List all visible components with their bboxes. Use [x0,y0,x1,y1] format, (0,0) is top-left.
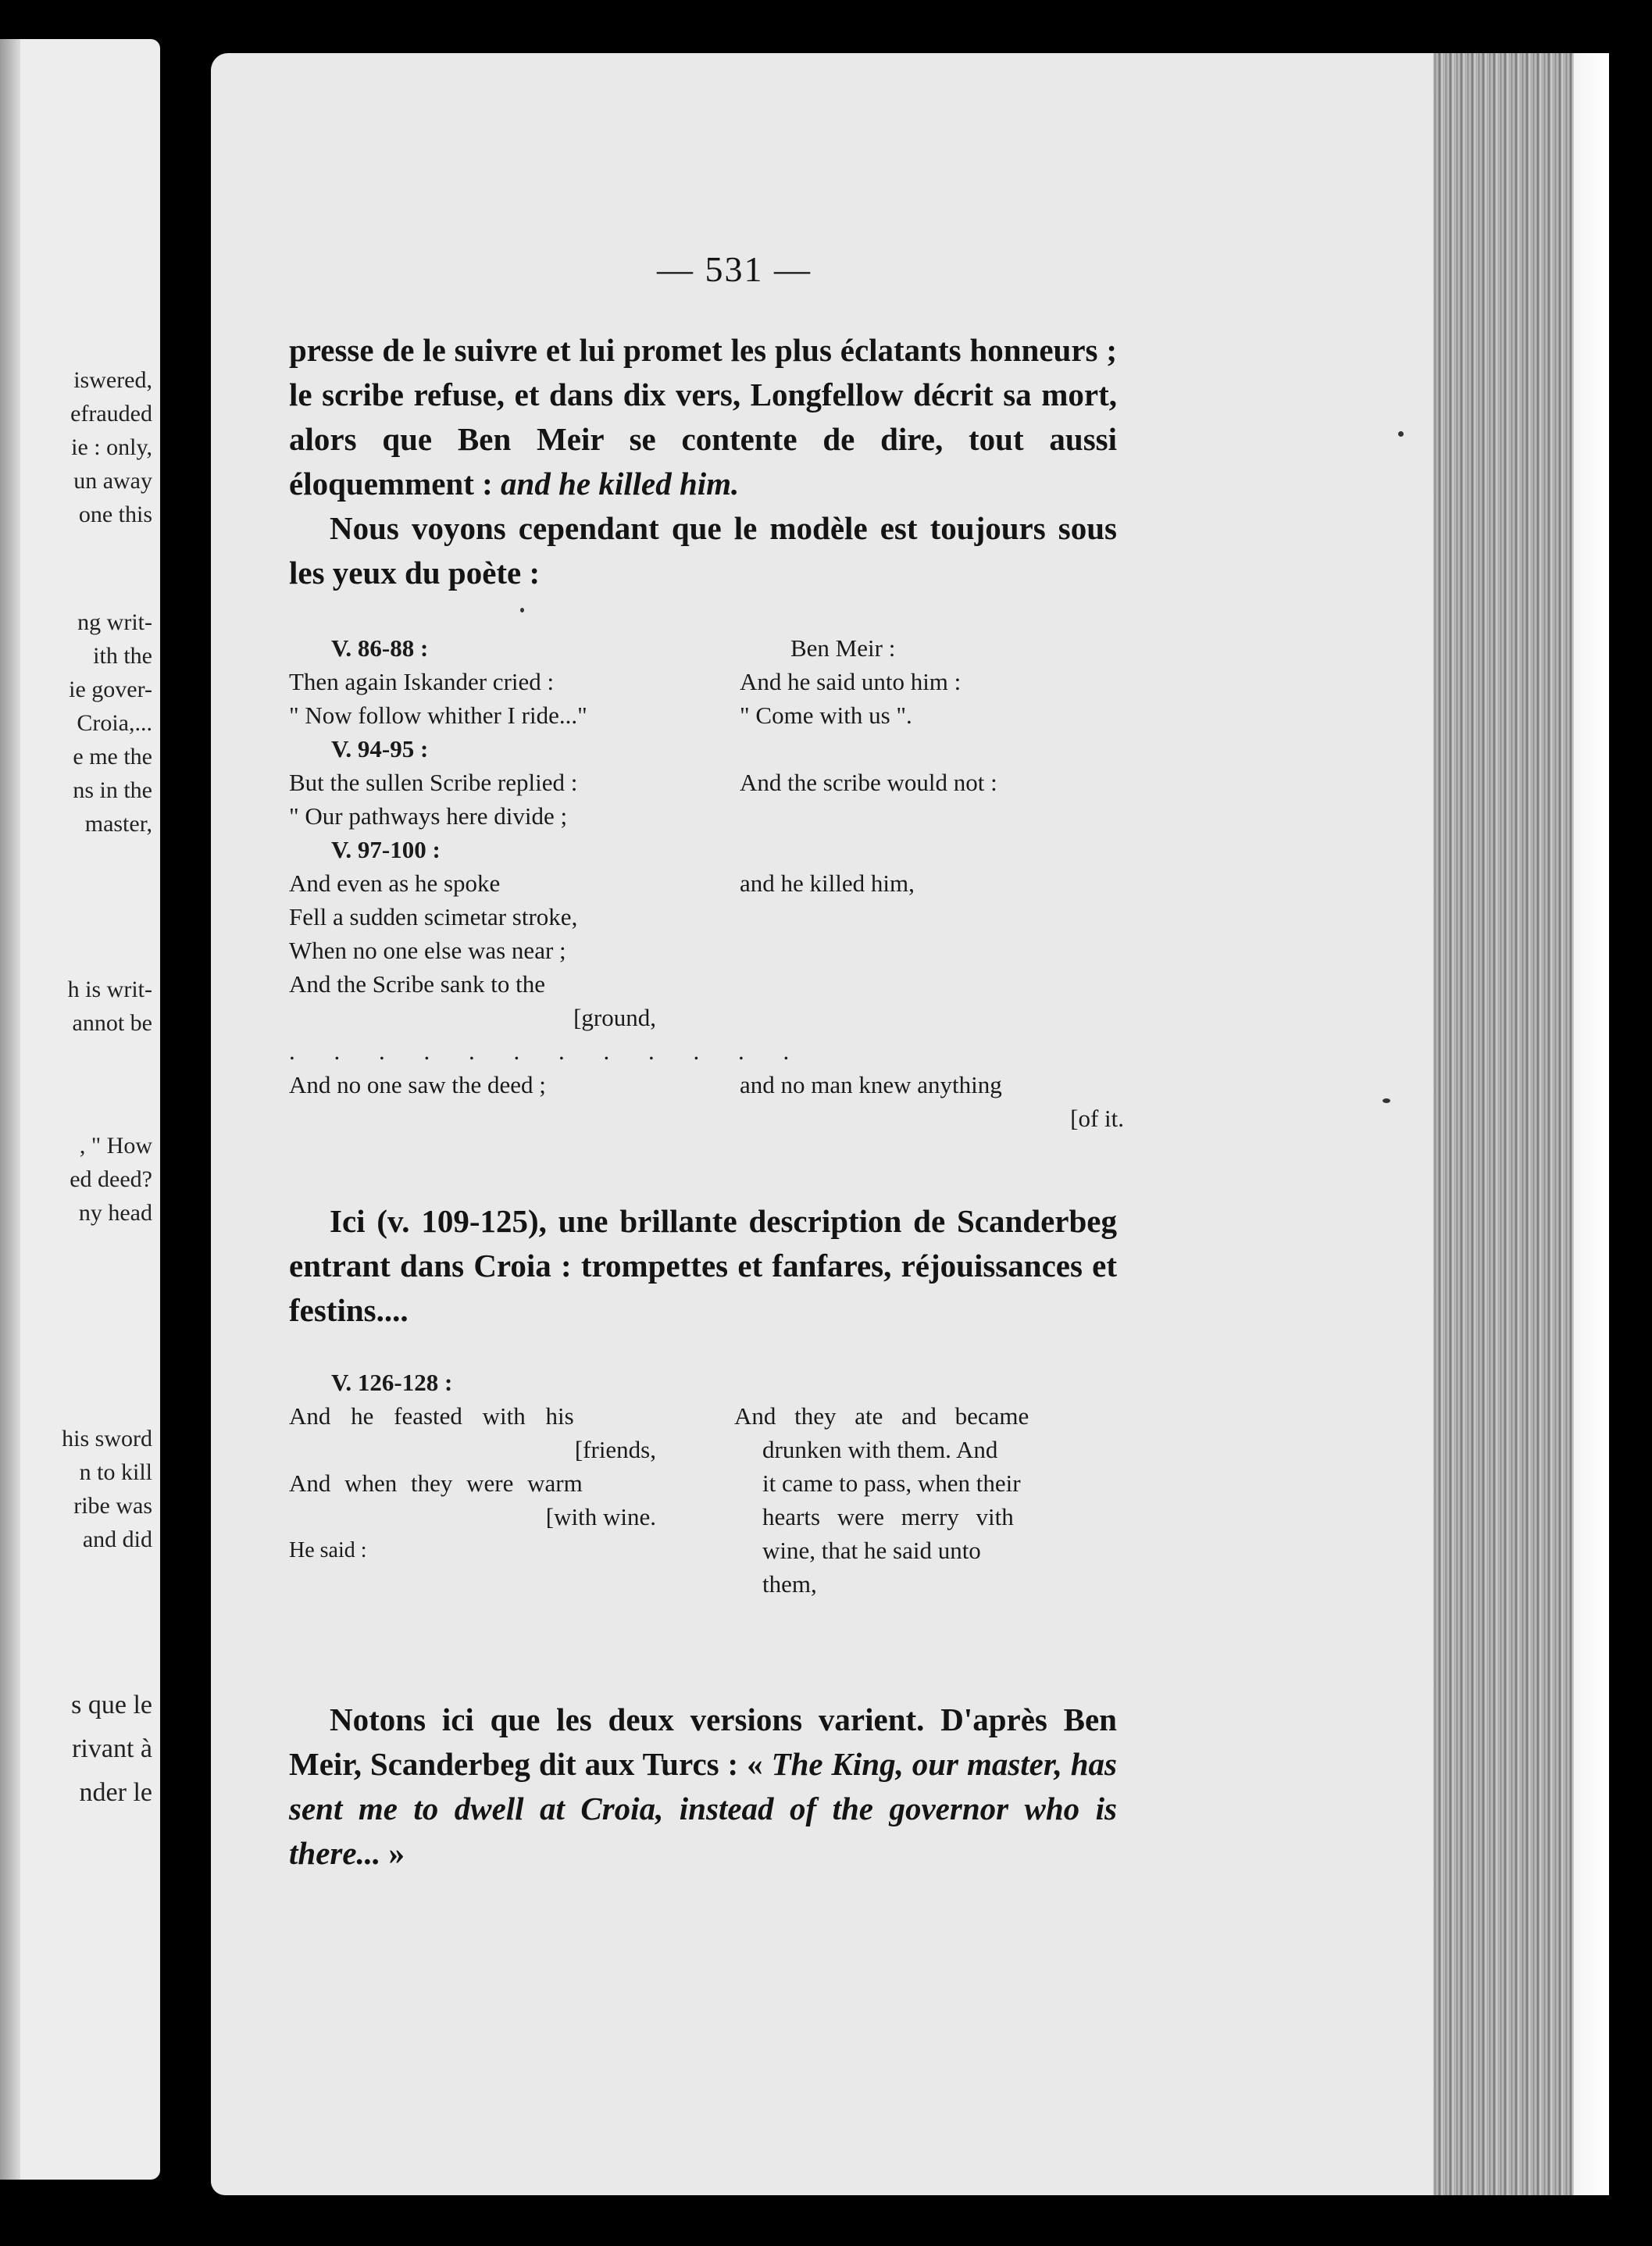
prose-line-continuation: [of it. [1070,1105,1124,1132]
left-fragment: n to kill [79,1459,152,1485]
elision-dots: . . . . . . . . . . . . [289,1037,806,1065]
book-page [211,53,1609,2195]
left-fragment: master, [84,811,152,837]
verse-line: He said : [289,1538,367,1562]
paragraph [289,1698,1117,1876]
ben-meir-column-2 [734,1399,1029,1601]
left-fragment: h is writ- [67,977,152,1002]
left-fragment: rivant à [72,1734,152,1763]
left-fragment: ed deed? [70,1166,152,1192]
prose-line: it came to pass, when their [762,1469,1021,1497]
verse-line-continuation: [friends, [574,1436,656,1463]
left-fragment: ny head [78,1200,152,1226]
paragraph-text: Notons ici que les deux versions varient. D'après Ben Meir, Scanderbeg dit aux Turcs : « [289,1701,1117,1782]
verse-line: But the sullen Scribe replied : [289,769,578,796]
quoted-phrase: and he killed him. [501,466,740,502]
left-fragment: ith the [93,643,152,669]
left-fragment: Croia,... [77,710,152,736]
left-fragment: ribe was [73,1493,152,1519]
ben-meir-column [740,631,1124,1135]
left-fragment: and did [82,1526,152,1552]
verse-line: Fell a sudden scimetar stroke, [289,903,578,930]
page-number: — 531 — [657,249,812,289]
verse-line: Then again Iskander cried : [289,668,555,695]
paper-speck [1398,431,1404,437]
prose-line: wine, that he said unto [762,1537,981,1564]
left-fragment: s que le [71,1691,152,1719]
prose-line: them, [762,1570,817,1598]
prose-line: hearts were merry vith [762,1503,1014,1530]
prose-line: and no man knew anything [740,1071,1002,1098]
paragraph-text: presse de le suivre et lui promet les plus éclatants honneurs ; le scribe refuse, et dans dix vers, Longfellow décrit sa mort, alors que Ben Meir se contente de dire, tout aussi éloquemment : [289,332,1117,502]
verse-line: And he feasted with his [289,1402,574,1430]
page-edge-stack [1433,53,1609,2195]
left-fragment: nder le [79,1778,152,1807]
prose-line: And they ate and became [734,1402,1029,1430]
verse-line: And the Scribe sank to the [289,970,546,998]
left-fragment: efrauded [70,401,152,427]
source-heading: Ben Meir : [790,634,896,662]
verse-line-continuation: [ground, [573,1004,656,1031]
closing-quote: » [388,1835,405,1871]
verse-line: " Now follow whither I ride..." [289,702,587,729]
verse-line: When no one else was near ; [289,937,566,964]
prose-line: drunken with them. And [762,1436,998,1463]
left-fragment: iswered, [73,367,152,393]
verse-reference: V. 86-88 : [331,634,429,662]
left-page-gutter [0,39,20,2180]
prose-line: " Come with us ". [740,702,912,729]
left-fragment: his sword [62,1426,152,1452]
verse-reference: V. 97-100 : [331,836,441,863]
verse-reference: V. 94-95 : [331,735,429,762]
quoted-english: The King, our master, has sent me to dwell at Croia, instead of the governor who is there... [289,1746,1118,1871]
paper-speck [520,608,524,612]
paper-speck [1383,1098,1390,1103]
verse-line: And when they were warm [289,1469,583,1497]
left-fragment: un away [73,468,152,494]
verse-line: " Our pathways here divide ; [289,802,568,830]
prose-line: and he killed him, [740,869,915,897]
left-fragment: , " How [79,1133,152,1159]
prose-line: And he said unto him : [740,668,962,695]
longfellow-column-2 [289,1366,656,1567]
left-fragment: one this [78,502,152,527]
longfellow-column [289,631,805,1102]
left-facing-page [0,39,160,2180]
left-fragment: ng writ- [77,609,152,635]
left-fragment: e me the [73,744,152,769]
prose-line: And the scribe would not : [740,769,997,796]
verse-line: And no one saw the deed ; [289,1071,546,1098]
verse-line-continuation: [with wine. [545,1503,656,1530]
paragraph-continuation [289,328,1117,506]
paragraph: Ici (v. 109-125), une brillante description de Scanderbeg entrant dans Croia : trompettes et fanfares, réjouissances et festins.... [289,1203,1117,1328]
left-fragment: annot be [72,1010,152,1036]
left-fragment: ns in the [73,777,152,803]
left-fragment: ie : only, [71,434,152,460]
left-fragment: ie gover- [69,677,152,702]
verse-reference: V. 126-128 : [331,1369,453,1396]
paragraph: Nous voyons cependant que le modèle est toujours sous les yeux du poète : [289,510,1117,591]
verse-line: And even as he spoke [289,869,501,897]
